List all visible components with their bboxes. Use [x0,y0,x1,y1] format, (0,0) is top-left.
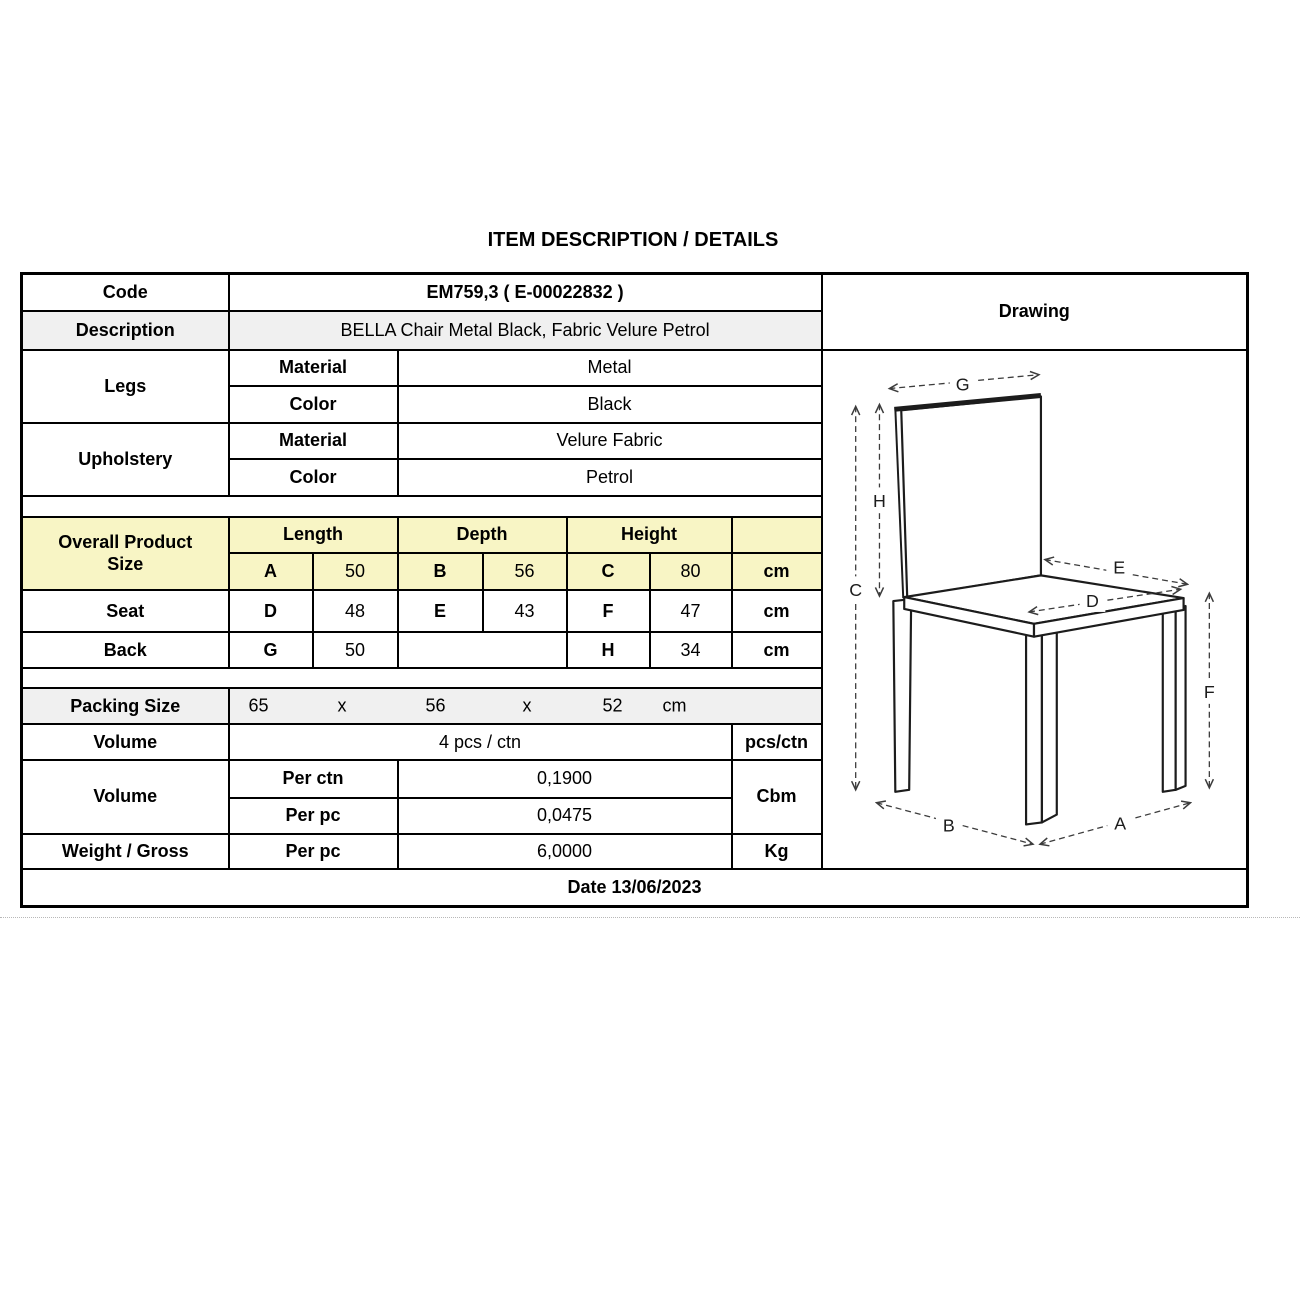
dim-unit: cm [732,590,822,632]
dim-blank [398,632,567,668]
seat-label: Seat [22,590,229,632]
back-label: Back [22,632,229,668]
dim-key: E [398,590,483,632]
dim-key: A [229,553,313,590]
volume-cbm-label: Volume [22,760,229,833]
dim-label-h: H [873,490,887,511]
per-pc-label: Per pc [229,798,398,834]
dim-label-d: D [1086,590,1100,611]
dim-label-f: F [1204,681,1216,702]
volume-pcs-value: 4 pcs / ctn [229,724,732,760]
date-text: Date 13/06/2023 [22,869,1248,907]
dim-value: 50 [313,553,398,590]
size-header-unit-blank [732,517,822,553]
dim-value: 48 [313,590,398,632]
packing-unit: cm [662,695,687,716]
weight-per-label: Per pc [229,834,398,869]
upholstery-material-value: Velure Fabric [398,423,822,459]
per-ctn-label: Per ctn [229,760,398,797]
row-legs-material [22,350,1248,386]
weight-value: 6,0000 [398,834,732,869]
dim-key: G [229,632,313,668]
dim-key: D [229,590,313,632]
dim-value: 56 [483,553,567,590]
upholstery-material-label: Material [229,423,398,459]
drawing-header: Drawing [822,274,1248,350]
chair-leg-front [1026,624,1042,824]
packing-label: Packing Size [22,688,229,724]
row-code [22,274,1248,311]
code-value: EM759,3 ( E-00022832 ) [229,274,822,311]
dim-value: 47 [650,590,732,632]
dim-key: C [567,553,650,590]
dim-value: 43 [483,590,567,632]
dim-label-b: B [943,814,956,835]
legs-material-value: Metal [398,350,822,386]
upholstery-color-value: Petrol [398,459,822,496]
dim-label-g: G [956,374,970,395]
dim-label-a: A [1114,812,1127,833]
code-label: Code [22,274,229,311]
size-header-length: Length [229,517,398,553]
weight-unit: Kg [732,834,822,869]
chair-backrest [902,396,1042,597]
legs-material-label: Material [229,350,398,386]
spacer-cell [22,668,822,688]
row-date [22,869,1248,907]
description-label: Description [22,311,229,350]
packing-times: x [522,695,532,716]
packing-value [229,688,822,724]
drawing-cell [822,350,1248,869]
legs-color-label: Color [229,386,398,423]
dim-value: 50 [313,632,398,668]
packing-dim-2: 56 [425,695,446,716]
chair-leg-back-left [894,599,912,792]
dim-key: B [398,553,483,590]
dim-unit: cm [732,553,822,590]
dim-key: F [567,590,650,632]
description-value: BELLA Chair Metal Black, Fabric Velure Petrol [229,311,822,350]
upholstery-label: Upholstery [22,423,229,496]
chair-leg-right [1163,608,1176,791]
dim-label-c: C [849,579,863,600]
dim-label-e: E [1113,556,1126,577]
spec-table [20,272,1249,908]
spacer-cell [22,496,822,517]
page-bottom-rule [0,917,1300,918]
size-section-label: Overall Product Size [22,517,229,590]
size-header-depth: Depth [398,517,567,553]
dim-key: H [567,632,650,668]
size-header-height: Height [567,517,732,553]
dim-value: 80 [650,553,732,590]
legs-label: Legs [22,350,229,423]
dim-value: 34 [650,632,732,668]
upholstery-color-label: Color [229,459,398,496]
dim-unit: cm [732,632,822,668]
per-ctn-value: 0,1900 [398,760,732,797]
chair-drawing [823,351,1245,863]
weight-label: Weight / Gross [22,834,229,869]
packing-dim-3: 52 [602,695,623,716]
packing-times: x [337,695,347,716]
per-pc-value: 0,0475 [398,798,732,834]
volume-cbm-unit: Cbm [732,760,822,833]
packing-dim-1: 65 [248,695,269,716]
volume-pcs-label: Volume [22,724,229,760]
legs-color-value: Black [398,386,822,423]
volume-pcs-unit: pcs/ctn [732,724,822,760]
page-title: ITEM DESCRIPTION / DETAILS [487,229,779,251]
